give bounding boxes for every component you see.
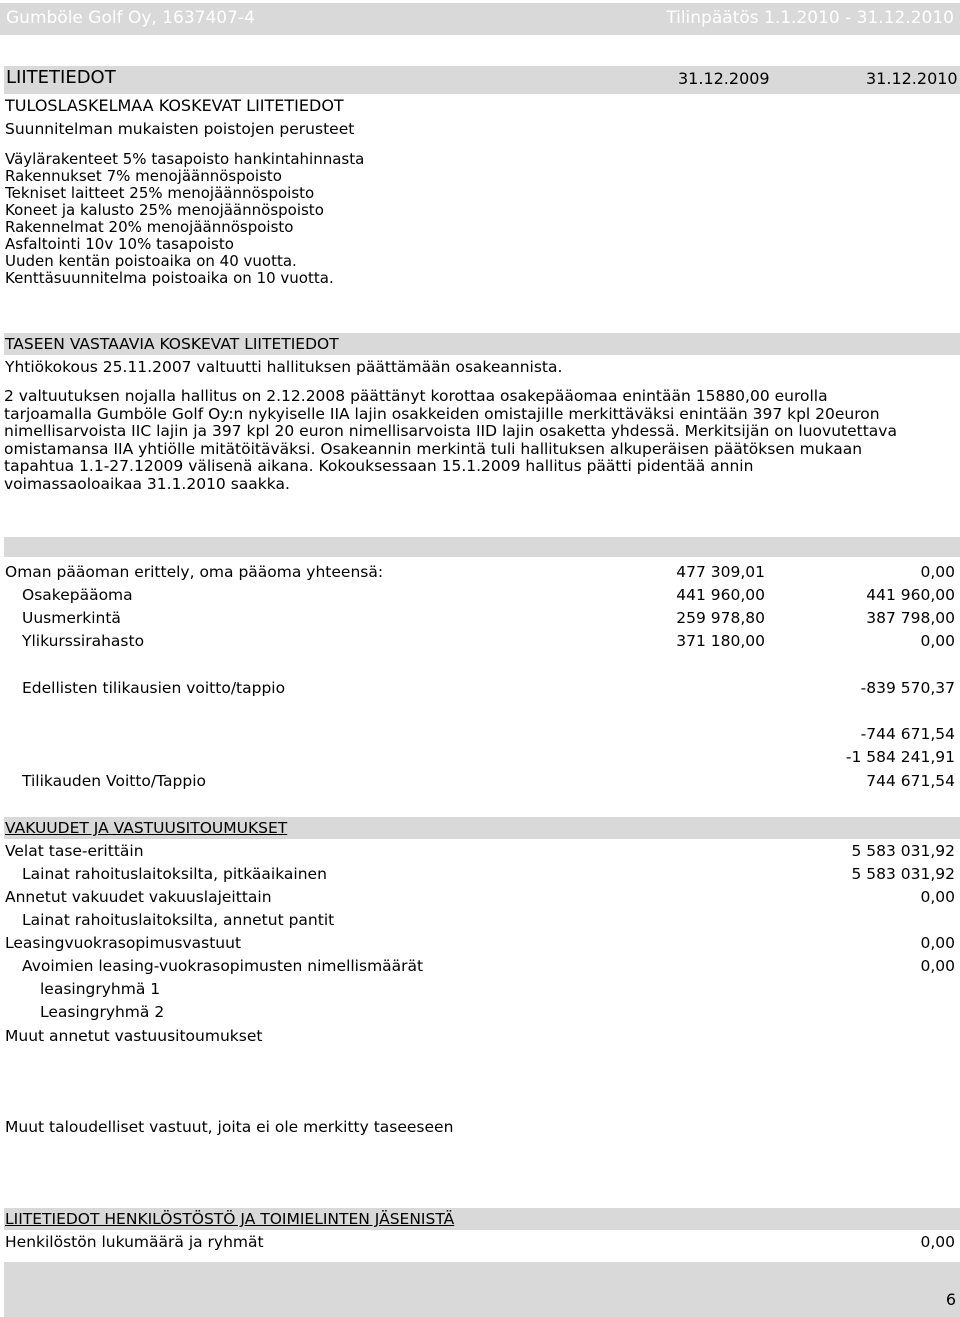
vakuudet-row-label: Lainat rahoituslaitoksilta, annetut pantit	[22, 911, 335, 929]
henkilosto-title: LIITETIEDOT HENKILÖSTÖSTÖ JA TOIMIELINTEN JÄSENISTÄ	[5, 1210, 455, 1228]
ylikurssirahasto-2010: 0,00	[920, 632, 955, 650]
page-number: 6	[945, 1290, 956, 1309]
company-name: Gumböle Golf Oy, 1637407-4	[6, 8, 255, 28]
vakuudet-row-value: 5 583 031,92	[851, 865, 955, 883]
vakuudet-row-label: Avoimien leasing-vuokrasopimusten nimellismäärät	[22, 957, 424, 975]
separator-band	[4, 537, 960, 557]
list-item: Uuden kentän poistoaika on 40 vuotta.	[5, 252, 297, 270]
vakuudet-row-value: 0,00	[920, 888, 955, 906]
vakuudet-row-label: Muut annetut vastuusitoumukset	[5, 1027, 263, 1045]
col-2009-header: 31.12.2009	[678, 69, 770, 88]
poistot-list	[5, 151, 364, 287]
uusmerkinta-label: Uusmerkintä	[22, 609, 121, 627]
vakuudet-row-value: 5 583 031,92	[851, 842, 955, 860]
edelliset-2010: -839 570,37	[860, 679, 955, 697]
tilikauden-2010: 744 671,54	[866, 772, 955, 790]
vakuudet-row-value: 0,00	[920, 934, 955, 952]
oma-paaoma-label: Oman pääoman erittely, oma pääoma yhteensä:	[5, 563, 384, 581]
henkilosto-label: Henkilöstön lukumäärä ja ryhmät	[5, 1233, 264, 1251]
footer-band	[4, 1262, 960, 1317]
list-item: Väylärakenteet 5% tasapoisto hankintahinnasta	[5, 150, 365, 168]
poistot-heading: Suunnitelman mukaisten poistojen perusteet	[5, 120, 355, 138]
tilikauden-label: Tilikauden Voitto/Tappio	[22, 772, 206, 790]
liitetiedot-band	[4, 66, 960, 94]
list-item: Rakennukset 7% menojäännöspoisto	[5, 167, 282, 185]
uusmerkinta-2010: 387 798,00	[866, 609, 955, 627]
ylikurssirahasto-2009: 371 180,00	[676, 632, 765, 650]
paragraph-line: voimassaoloaikaa 31.1.2010 saakka.	[4, 474, 290, 493]
paragraph-line: tarjoamalla Gumböle Golf Oy:n nykyiselle IIA lajin osakkeiden omistajille merkittäväksi enintään 397 kpl 20euron	[4, 404, 880, 423]
paragraph-line: tapahtua 1.1-27.12009 välisenä aikana. Kokouksessaan 15.1.2009 hallitus päätti pidentää annin	[4, 457, 754, 475]
osakepaaoma-label: Osakepääoma	[22, 586, 133, 604]
vakuudet-row-label: Lainat rahoituslaitoksilta, pitkäaikainen	[22, 865, 327, 883]
vakuudet-row-label: leasingryhmä 1	[40, 980, 161, 998]
paragraph-line: omistamansa IIA yhtiölle mitätöitäväksi. Osakeannin merkintä tuli hallituksen alkuperäisen päätöksen mukaan	[4, 439, 863, 458]
list-item: Asfaltointi 10v 10% tasapoisto	[5, 235, 234, 253]
ylikurssirahasto-label: Ylikurssirahasto	[22, 632, 145, 650]
tase-line1: Yhtiökokous 25.11.2007 valtuutti hallituksen päättämään osakeannista.	[5, 358, 563, 376]
list-item: Kenttäsuunnitelma poistoaika on 10 vuotta.	[5, 269, 334, 287]
liitetiedot-title: LIITETIEDOT	[6, 67, 116, 88]
henkilosto-value: 0,00	[920, 1233, 955, 1251]
vakuudet-row-label: Leasingvuokrasopimusvastuut	[5, 934, 242, 952]
oma-paaoma-2009: 477 309,01	[676, 563, 765, 581]
paragraph-line: nimellisarvoista IIC lajin ja 397 kpl 20 euron nimellisarvoista IID lajin osaketta yhdessä. Merkitsijän on luovutettava	[4, 422, 897, 440]
osakepaaoma-2010: 441 960,00	[866, 586, 955, 604]
oma-paaoma-2010: 0,00	[920, 563, 955, 581]
value-extra2: -1 584 241,91	[845, 748, 955, 766]
list-item: Koneet ja kalusto 25% menojäännöspoisto	[5, 201, 324, 219]
vakuudet-row-label: Leasingryhmä 2	[40, 1003, 165, 1021]
vakuudet-title: VAKUUDET JA VASTUUSITOUMUKSET	[5, 819, 288, 837]
edelliset-label: Edellisten tilikausien voitto/tappio	[22, 679, 286, 697]
tuloslaskelma-subtitle: TULOSLASKELMAA KOSKEVAT LIITETIEDOT	[5, 96, 344, 115]
vakuudet-row-label: Velat tase-erittäin	[5, 842, 144, 860]
tase-paragraph	[4, 388, 897, 493]
uusmerkinta-2009: 259 978,80	[676, 609, 765, 627]
page-header	[0, 3, 960, 35]
vakuudet-row-value: 0,00	[920, 957, 955, 975]
col-2010-header: 31.12.2010	[866, 69, 958, 88]
value-extra1: -744 671,54	[860, 725, 955, 743]
period-label: Tilinpäätös 1.1.2010 - 31.12.2010	[666, 8, 954, 28]
osakepaaoma-2009: 441 960,00	[676, 586, 765, 604]
vakuudet-row-label: Annetut vakuudet vakuuslajeittain	[5, 888, 272, 906]
tase-title: TASEEN VASTAAVIA KOSKEVAT LIITETIEDOT	[5, 335, 339, 353]
list-item: Rakennelmat 20% menojäännöspoisto	[5, 218, 294, 236]
muut-vastuut-label: Muut taloudelliset vastuut, joita ei ole merkitty taseeseen	[5, 1118, 454, 1136]
list-item: Tekniset laitteet 25% menojäännöspoisto	[5, 184, 315, 202]
paragraph-line: 2 valtuutuksen nojalla hallitus on 2.12.2008 päättänyt korottaa osakepääomaa enintään 15880,00 eurolla	[4, 387, 828, 405]
